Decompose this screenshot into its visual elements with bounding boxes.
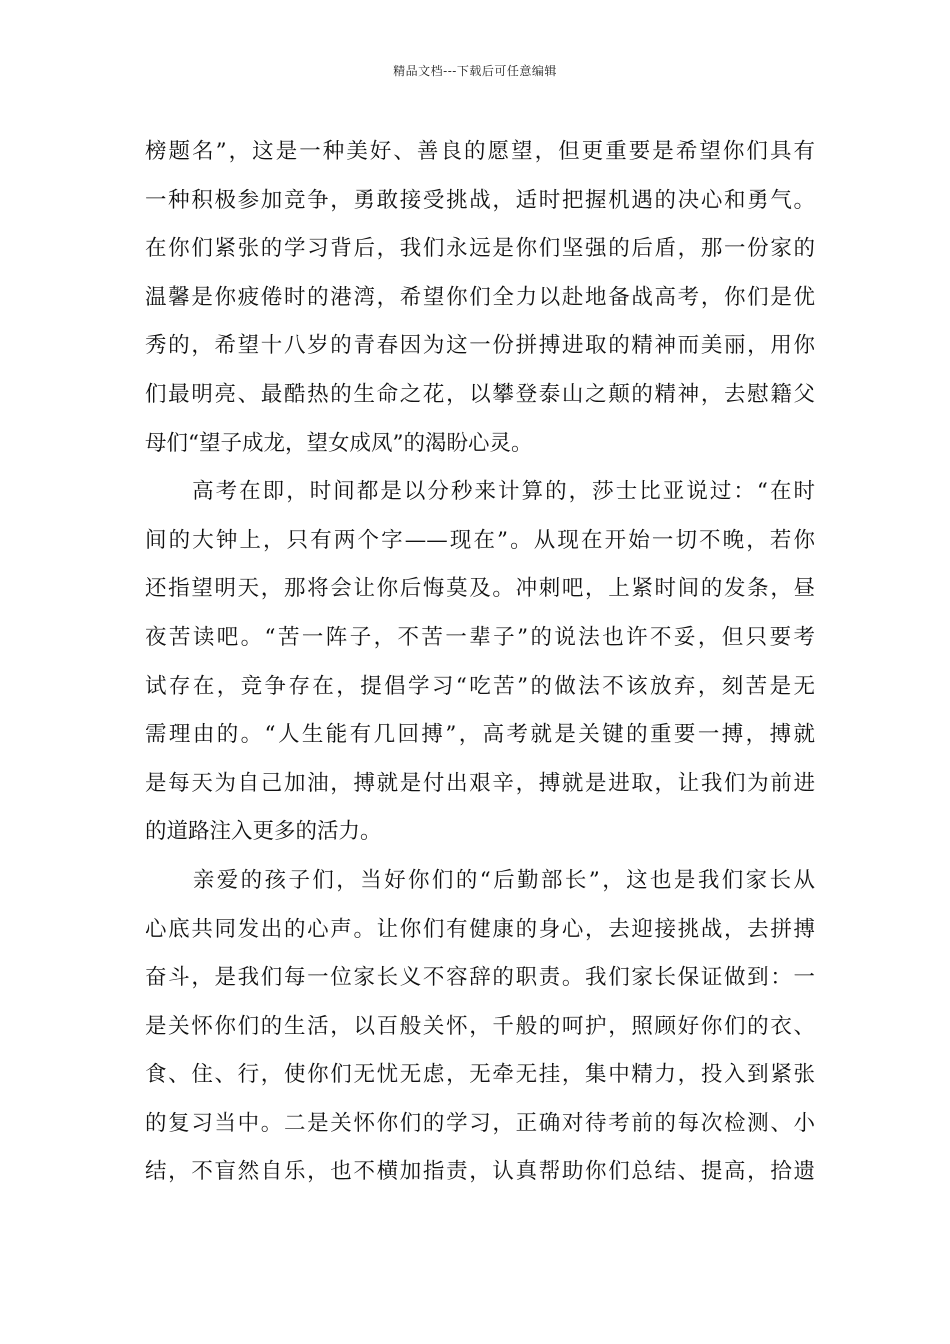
text-line: 奋斗，是我们每一位家长义不容辞的职责。我们家长保证做到：一 [145,965,815,991]
paragraph-1 [145,128,815,468]
text-line: 是每天为自己加油，搏就是付出艰辛，搏就是进取，让我们为前进 [145,770,815,796]
text-line: 一种积极参加竞争，勇敢接受挑战，适时把握机遇的决心和勇气。 [145,187,815,213]
paragraph-2 [145,468,815,857]
text-line: 结，不盲然自乐，也不横加指责，认真帮助你们总结、提高，拾遗 [145,1159,815,1185]
text-line: 还指望明天，那将会让你后悔莫及。冲刺吧，上紧时间的发条，昼 [145,576,815,602]
page-header: 精品文档---下载后可任意编辑 [393,64,557,78]
document-body [145,128,815,1197]
text-line: 亲爱的孩子们，当好你们的“后勤部长”，这也是我们家长从 [145,867,815,893]
text-line: 需理由的。“人生能有几回搏”，高考就是关键的重要一搏，搏就 [145,722,815,748]
text-line: 高考在即，时间都是以分秒来计算的，莎士比亚说过：“在时 [145,479,815,505]
text-line: 是关怀你们的生活，以百般关怀，千般的呵护，照顾好你们的衣、 [145,1013,815,1039]
text-line: 榜题名”，这是一种美好、善良的愿望，但更重要是希望你们具有 [145,139,815,164]
text-line: 秀的，希望十八岁的青春因为这一份拼搏进取的精神而美丽，用你 [145,333,815,359]
text-line: 温馨是你疲倦时的港湾，希望你们全力以赴地备战高考，你们是优 [145,284,815,310]
paragraph-3 [145,857,815,1197]
text-line: 食、住、行，使你们无忧无虑，无牵无挂，集中精力，投入到紧张 [145,1062,815,1088]
text-line: 间的大钟上，只有两个字——现在”。从现在开始一切不晚，若你 [145,527,815,553]
text-line: 们最明亮、最酷热的生命之花，以攀登泰山之颠的精神，去慰籍父 [145,381,815,407]
text-line: 母们“望子成龙，望女成凤”的渴盼心灵。 [145,430,533,456]
text-line: 试存在，竞争存在，提倡学习“吃苦”的做法不该放弃，刻苦是无 [145,673,815,699]
text-line: 心底共同发出的心声。让你们有健康的身心，去迎接挑战，去拼搏 [145,916,815,942]
text-line: 的复习当中。二是关怀你们的学习，正确对待考前的每次检测、小 [145,1110,815,1136]
text-line: 夜苦读吧。“苦一阵子，不苦一辈子”的说法也许不妥，但只要考 [145,624,815,650]
text-line: 在你们紧张的学习背后，我们永远是你们坚强的后盾，那一份家的 [145,236,815,262]
text-line: 的道路注入更多的活力。 [145,819,382,845]
